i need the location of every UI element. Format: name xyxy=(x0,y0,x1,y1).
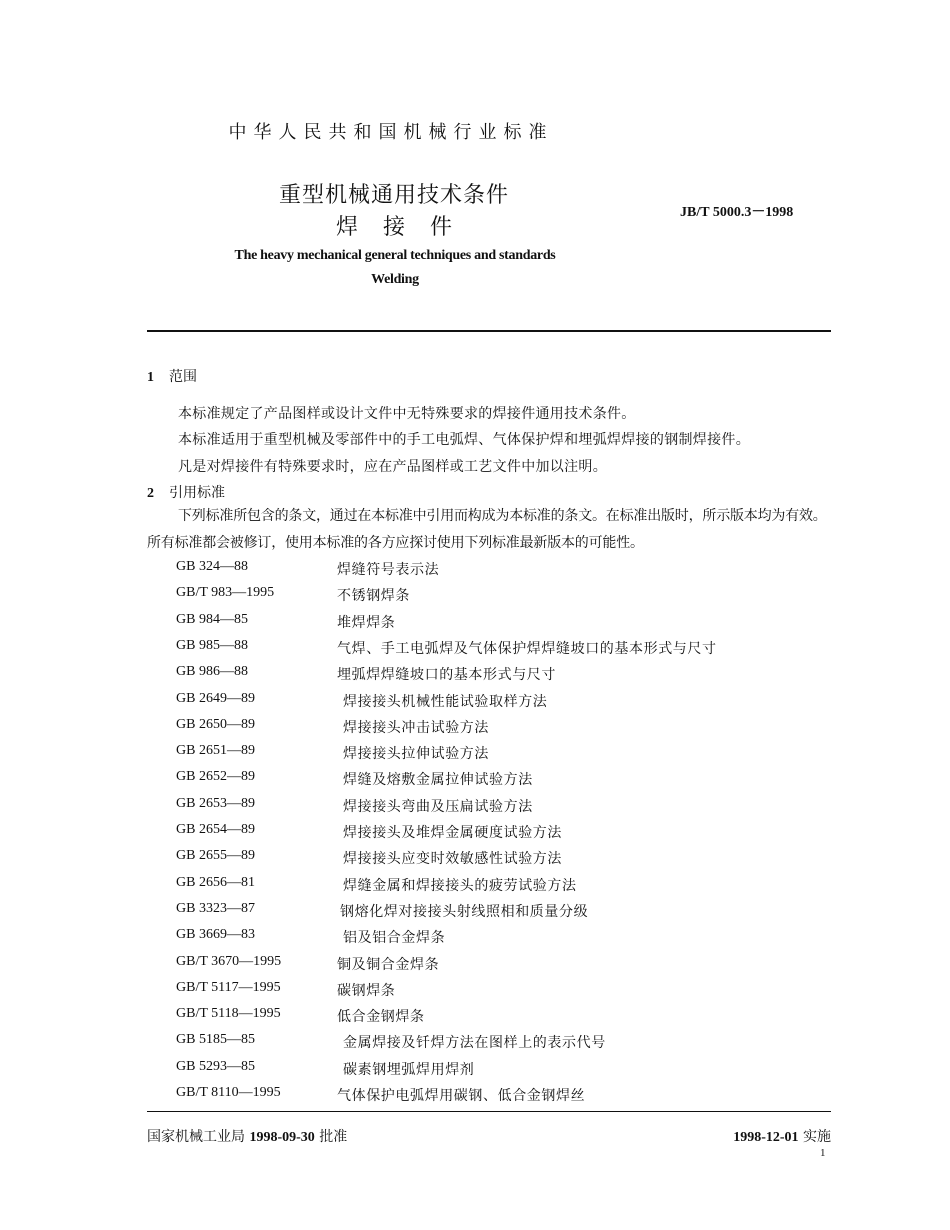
section-1-number: 1 xyxy=(147,370,154,385)
reference-title: 碳素钢埋弧焊用焊剂 xyxy=(343,1062,475,1078)
reference-code: GB 324—88 xyxy=(176,559,248,574)
title-cn-line1: 重型机械通用技术条件 xyxy=(278,183,509,208)
reference-title: 铜及铜合金焊条 xyxy=(337,957,440,973)
reference-code: GB 3669—83 xyxy=(176,927,255,942)
section-2-title: 引用标准 xyxy=(169,485,225,501)
effective-suffix: 实施 xyxy=(803,1129,831,1145)
section-2-intro: 下列标准所包含的条文，通过在本标准中引用而构成为本标准的条文。在标准出版时，所示版本均为有效。所有标准都会被修订，使用本标准的各方应探讨使用下列标准最新版本的可能性。 xyxy=(147,508,827,551)
reference-code: GB 2653—89 xyxy=(176,796,255,811)
reference-title: 金属焊接及钎焊方法在图样上的表示代号 xyxy=(343,1035,606,1051)
reference-title: 焊接接头应变时效敏感性试验方法 xyxy=(343,851,562,867)
reference-code: GB 2650—89 xyxy=(176,717,255,732)
reference-title: 焊缝符号表示法 xyxy=(337,562,440,578)
issuing-organization: 中华人民共和国机械行业标准 xyxy=(228,122,554,143)
approval-date: 1998-09-30 xyxy=(249,1130,315,1145)
section-1-title: 范围 xyxy=(169,369,197,385)
page-number: 1 xyxy=(820,1147,826,1159)
reference-title: 焊接接头拉伸试验方法 xyxy=(343,746,489,762)
reference-code: GB 986—88 xyxy=(176,664,248,679)
approver: 国家机械工业局 xyxy=(147,1129,245,1145)
reference-title: 焊缝金属和焊接接头的疲劳试验方法 xyxy=(343,878,577,894)
reference-code: GB 2656—81 xyxy=(176,875,255,890)
effective-line xyxy=(733,1126,831,1146)
section-1-paragraph: 本标准适用于重型机械及零部件中的手工电弧焊、气体保护焊和埋弧焊焊接的钢制焊接件。 xyxy=(178,432,750,448)
title-en-line1: The heavy mechanical general techniques and standards xyxy=(234,248,556,263)
reference-code: GB 5185—85 xyxy=(176,1032,255,1047)
reference-title: 堆焊焊条 xyxy=(337,615,396,631)
reference-title: 低合金钢焊条 xyxy=(337,1009,425,1025)
reference-title: 焊接接头及堆焊金属硬度试验方法 xyxy=(343,825,562,841)
title-cn-line2: 焊 接 件 xyxy=(336,215,452,240)
reference-title: 不锈钢焊条 xyxy=(337,588,410,604)
reference-code: GB/T 5118—1995 xyxy=(176,1006,281,1021)
reference-code: GB/T 983—1995 xyxy=(176,585,275,600)
reference-title: 焊缝及熔敷金属拉伸试验方法 xyxy=(343,772,533,788)
reference-title: 焊接接头机械性能试验取样方法 xyxy=(343,694,548,710)
approval-line xyxy=(147,1126,347,1146)
reference-title: 埋弧焊焊缝坡口的基本形式与尺寸 xyxy=(337,667,556,683)
reference-title: 气体保护电弧焊用碳钢、低合金钢焊丝 xyxy=(337,1088,586,1104)
header-divider xyxy=(147,330,831,332)
reference-code: GB 2649—89 xyxy=(176,691,255,706)
reference-code: GB/T 5117—1995 xyxy=(176,980,281,995)
section-1-heading xyxy=(147,366,197,386)
footer-divider xyxy=(147,1111,831,1112)
title-en-line2: Welding xyxy=(371,272,419,287)
reference-code: GB 2654—89 xyxy=(176,822,255,837)
reference-title: 碳钢焊条 xyxy=(337,983,396,999)
reference-code: GB 985—88 xyxy=(176,638,248,653)
reference-code: GB/T 8110—1995 xyxy=(176,1085,281,1100)
reference-code: GB 3323—87 xyxy=(176,901,255,916)
reference-title: 钢熔化焊对接接头射线照相和质量分级 xyxy=(340,904,589,920)
approval-suffix: 批准 xyxy=(319,1129,348,1145)
section-2-heading xyxy=(147,482,225,502)
reference-title: 气焊、手工电弧焊及气体保护焊焊缝坡口的基本形式与尺寸 xyxy=(337,641,717,657)
section-2-number: 2 xyxy=(147,486,154,501)
section-1-paragraph: 凡是对焊接件有特殊要求时，应在产品图样或工艺文件中加以注明。 xyxy=(178,459,607,475)
reference-title: 焊接接头弯曲及压扁试验方法 xyxy=(343,799,533,815)
reference-code: GB 2652—89 xyxy=(176,769,255,784)
reference-code: GB 2651—89 xyxy=(176,743,255,758)
standard-number: JB/T 5000.3－1998 xyxy=(680,205,794,220)
section-1-paragraph: 本标准规定了产品图样或设计文件中无特殊要求的焊接件通用技术条件。 xyxy=(178,406,636,422)
reference-code: GB 984—85 xyxy=(176,612,248,627)
reference-code: GB 2655—89 xyxy=(176,848,255,863)
reference-code: GB/T 3670—1995 xyxy=(176,954,282,969)
reference-title: 铝及铝合金焊条 xyxy=(343,930,446,946)
reference-title: 焊接接头冲击试验方法 xyxy=(343,720,489,736)
reference-code: GB 5293—85 xyxy=(176,1059,255,1074)
effective-date: 1998-12-01 xyxy=(733,1130,799,1145)
